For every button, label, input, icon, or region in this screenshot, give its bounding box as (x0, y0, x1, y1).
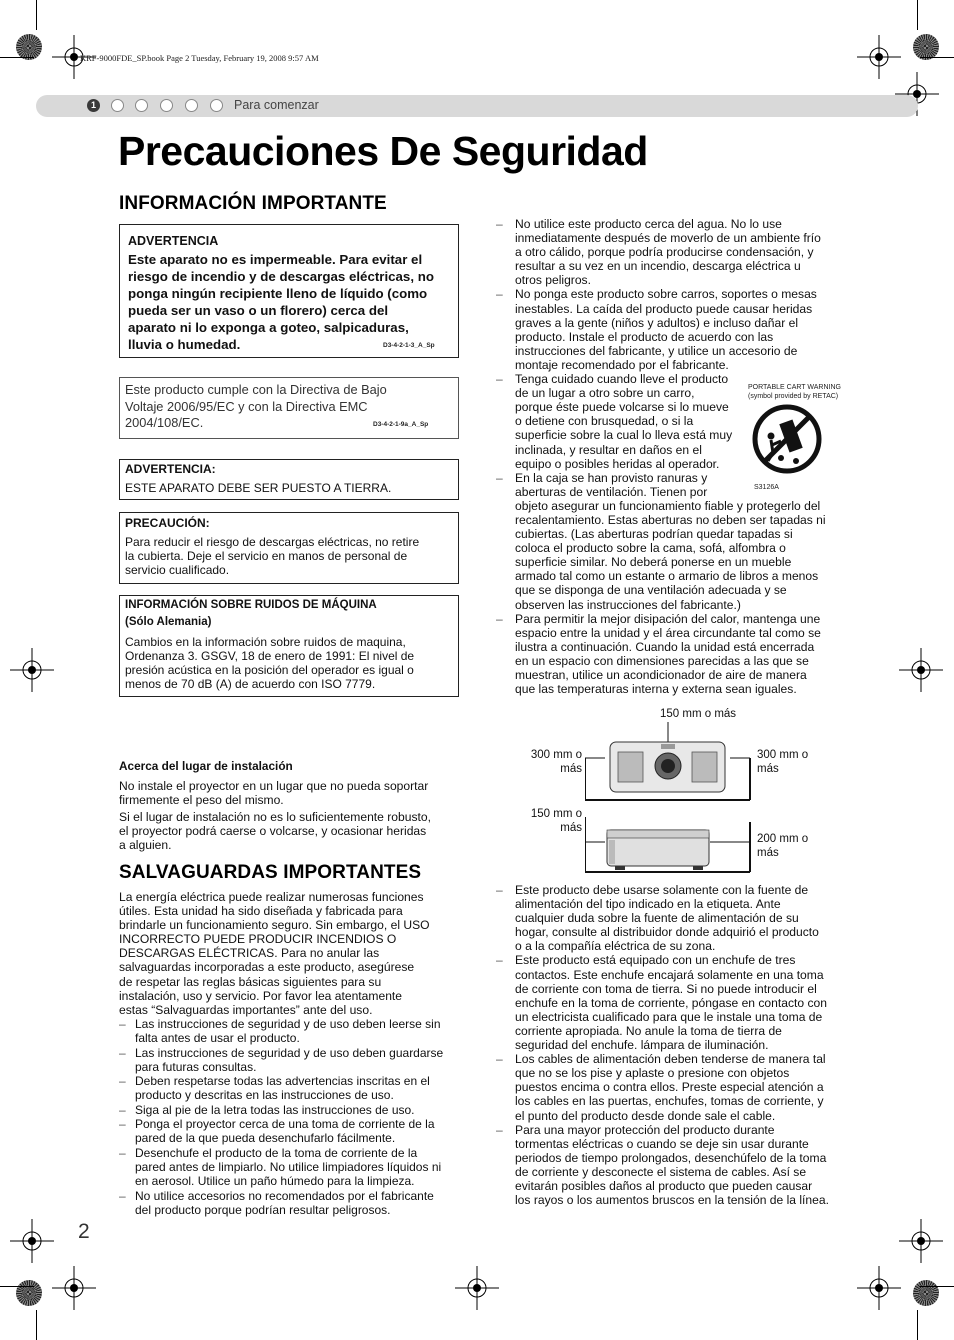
document-code: D3-4-2-1-9a_A_Sp (373, 421, 429, 428)
chapter-indicator-dot (160, 99, 173, 112)
crosshair-registration-mark (10, 648, 54, 692)
color-registration-rosette (913, 1280, 939, 1306)
crosshair-registration-mark (52, 1266, 96, 1310)
chapter-indicator-dot (111, 99, 124, 112)
noise-info-label: INFORMACIÓN SOBRE RUIDOS DE MÁQUINA (125, 599, 377, 611)
print-job-stamp: KRF-9000FDE_SP.book Page 2 Tuesday, February 19, 2008 9:57 AM (80, 53, 319, 63)
ground-warning-box (119, 459, 459, 500)
color-registration-rosette (16, 1280, 42, 1306)
location-heading: Acerca del lugar de instalación (119, 759, 293, 773)
clearance-left-label: 300 mm o más (530, 749, 582, 775)
list-item: – No utilice accesorios no recomendados por el fabricante del producto porque podrían resultar peligrosos. (119, 1189, 464, 1218)
list-item: – Las instrucciones de seguridad y de uso deben leerse sin falta antes de usar el producto. (119, 1017, 464, 1046)
cart-tipover-warning-icon (751, 403, 823, 475)
safeguards-heading: SALVAGUARDAS IMPORTANTES (119, 862, 422, 883)
location-paragraph: Si el lugar de instalación no es lo suficientemente robusto, el proyector podrá caerse o volcarse, y ocasionar heridas a alguien. (119, 810, 431, 853)
ground-warning-text: ESTE APARATO DEBE SER PUESTO A TIERRA. (125, 481, 392, 495)
crosshair-registration-mark (857, 1266, 901, 1310)
directive-text: Este producto cumple con la Directiva de Bajo Voltaje 2006/95/EC y con la Directiva EMC 2004/108/EC. (125, 382, 387, 430)
safeguards-list-bottom (496, 883, 829, 1207)
document-code: D3-4-2-1-3_A_Sp (383, 342, 435, 349)
caution-label: PRECAUCIÓN: (125, 516, 210, 530)
list-item: – Deben respetarse todas las advertencias inscritas en el producto y descritas en las instrucciones de uso. (119, 1074, 464, 1103)
list-item: – Los cables de alimentación deben tenderse de manera tal que no se los pise y aplaste o presione con objetos puestos encima o contra ellos. Preste especial atención a los cables en las puertas, enchufes, tomas de corriente, y el punto del producto desde donde sale el cable. (496, 1052, 829, 1122)
crosshair-registration-mark (899, 648, 943, 692)
list-item: – No utilice este producto cerca del agua. No lo use inmediatamente después de moverlo de un ambiente frío a otro cálido, porque podría producirse condensación, y resultar a su vez en un incendio, descarga eléctrica u otros peligros. (496, 217, 826, 287)
list-item: – Desenchufe el producto de la toma de corriente de la pared antes de limpiarlo. No utilice limpiadores líquidos ni en aerosol. Utilice un paño húmedo para la limpieza. (119, 1146, 464, 1189)
list-item: – Ponga el proyector cerca de una toma de corriente de la pared de la que pueda desenchufarlo fácilmente. (119, 1117, 464, 1146)
directive-box (119, 377, 459, 439)
cart-warning-caption: PORTABLE CART WARNING (symbol provided by RETAC) (748, 384, 841, 400)
noise-info-box (119, 595, 459, 697)
chapter-indicator-dot (135, 99, 148, 112)
info-heading: INFORMACIÓN IMPORTANTE (119, 193, 387, 214)
crosshair-registration-mark (10, 1219, 54, 1263)
list-item: – En la caja se han provisto ranuras y aberturas de ventilación. Tienen por objeto asegurar un funcionamiento fiable y protegerlo del recalentamiento. Estas aberturas no deben ser tapadas ni cubiertas. (Las aberturas podrían quedar tapadas si coloca el producto sobre la cama, sofá, alfombra o superficie similar. No deberá ponerse en un mueble armado tal como un estante o armario de libros a menos que se disponga de una ventilación adecuada y se observen las instrucciones del fabricante.) (496, 471, 826, 612)
ground-warning-label: ADVERTENCIA: (125, 462, 216, 476)
list-item: – Las instrucciones de seguridad y de uso deben guardarse para futuras consultas. (119, 1046, 464, 1075)
water-warning-text: Este aparato no es impermeable. Para evitar el riesgo de incendio y de descargas eléctricas, no ponga ningún recipiente lleno de líquido (como pueda ser un vaso o un florero) cerca del aparato ni lo exponga a goteo, salpicaduras, lluvia o humedad. (128, 252, 434, 352)
clearance-top-label: 150 mm o más (660, 708, 737, 720)
noise-info-sublabel: (Sólo Alemania) (125, 616, 212, 628)
page-number: 2 (78, 1220, 90, 1243)
list-item: – Siga al pie de la letra todas las instrucciones de uso. (119, 1103, 464, 1117)
crosshair-registration-mark (899, 1219, 943, 1263)
crop-line (36, 1310, 37, 1340)
clearance-diagram (585, 722, 755, 877)
crop-line (36, 0, 37, 30)
water-warning-label: ADVERTENCIA (128, 234, 219, 248)
location-paragraph: No instale el proyector en un lugar que no pueda soportar firmemente el peso del mismo. (119, 779, 429, 808)
crop-line (920, 57, 954, 58)
clearance-rear-label: 150 mm o más (530, 808, 582, 834)
safeguards-intro: La energía eléctrica puede realizar numerosas funciones útiles. Esta unidad ha sido diseñada y fabricada para brindarle un funcionamiento seguro. Sin embargo, el USO INCORRECTO PUEDE PRODUCIR INCENDIOS O DESCARGAS ELÉCTRICAS. Para no anular las salvaguardas incorporadas a este producto, asegúrese de respetar las reglas básicas siguientes para su instalación, uso y servicio. Por favor lea atentamente estas “Salvaguardas importantes” ante del uso. (119, 890, 430, 1017)
crosshair-registration-mark (455, 1266, 499, 1310)
noise-info-text: Cambios en la información sobre ruidos de maquina, Ordenanza 3. GSGV, 18 de enero de 1991: El nivel de presión acústica en la posición del operador es igual o menos de 70 dB (A) de acuerdo con ISO 7779. (125, 635, 415, 691)
caution-text: Para reducir el riesgo de descargas eléctricas, no retire la cubierta. Deje el servicio en manos de personal de servicio cualificado. (125, 535, 420, 577)
safeguards-list (119, 1017, 464, 1217)
list-item: – No ponga este producto sobre carros, soportes o mesas inestables. La caída del producto puede causar heridas graves a la gente (niños y adultos) e incluso dañar el producto. Instale el producto de acuerdo con las instrucciones del fabricante, y utilice un accesorio de montaje recomendado por el fabricante. (496, 287, 826, 372)
crop-line (917, 0, 918, 30)
caution-box (119, 512, 459, 584)
section-label: Para comenzar (234, 98, 319, 112)
crop-line (920, 1286, 954, 1287)
chapter-indicator-dot (210, 99, 223, 112)
chapter-indicator-dot (185, 99, 198, 112)
list-item: – Tenga cuidado cuando lleve el producto de un lugar a otro sobre un carro, porque éste puede volcarse si lo mueve o detiene con brusquedad, o si la superficie sobre la cual lo lleva está muy inclinada, y resultar en daños en el equipo o posibles heridas al operador. (496, 372, 826, 471)
crop-line (917, 1310, 918, 1340)
water-warning-box (119, 224, 459, 358)
list-item: – Para una mayor protección del producto durante tormentas eléctricas o cuando se deje sin usar durante periodos de tiempo prolongados, desenchúfelo de la toma de corriente y desconecte el sistema de cables. Así se evitarán posibles daños al producto que pueden causar los rayos o los aumentos bruscos en la tensión de la línea. (496, 1123, 829, 1208)
clearance-right-label: 300 mm o más (757, 749, 809, 775)
list-item: – Para permitir la mejor disipación del calor, mantenga une espacio entre la unidad y el área circundante tal como se ilustra a continuación. Cuando la unidad está encerrada en un espacio con dimensiones parecidas a las que se muestran, utilice un acondicionador de aire de manera que las temperaturas interna y externa sean iguales. (496, 612, 826, 697)
chapter-indicator-current: 1 (87, 99, 100, 112)
list-item: – Este producto debe usarse solamente con la fuente de alimentación del tipo indicado en la etiqueta. Ante cualquier duda sobre la fuente de alimentación de su hogar, consulte al distribuidor donde adquirió el producto o a la compañía eléctrica de su zona. (496, 883, 829, 953)
page-title: Precauciones De Seguridad (118, 128, 648, 174)
list-item: – Este producto está equipado con un enchufe de tres contactos. Este enchufe encajará solamente en una toma de corriente con toma de tierra. Si no puede introducir el enchufe en la toma de corriente, póngase en contacto con un electricista cualificado para que le instale una toma de corriente apropiada. No anule la toma de tierra de seguridad del enchufe. lámpara de iluminación. (496, 953, 829, 1052)
clearance-front-label: 200 mm o más (757, 833, 809, 859)
crop-line (0, 1286, 34, 1287)
cart-warning-code: S3126A (754, 484, 779, 491)
crop-line (0, 57, 34, 58)
